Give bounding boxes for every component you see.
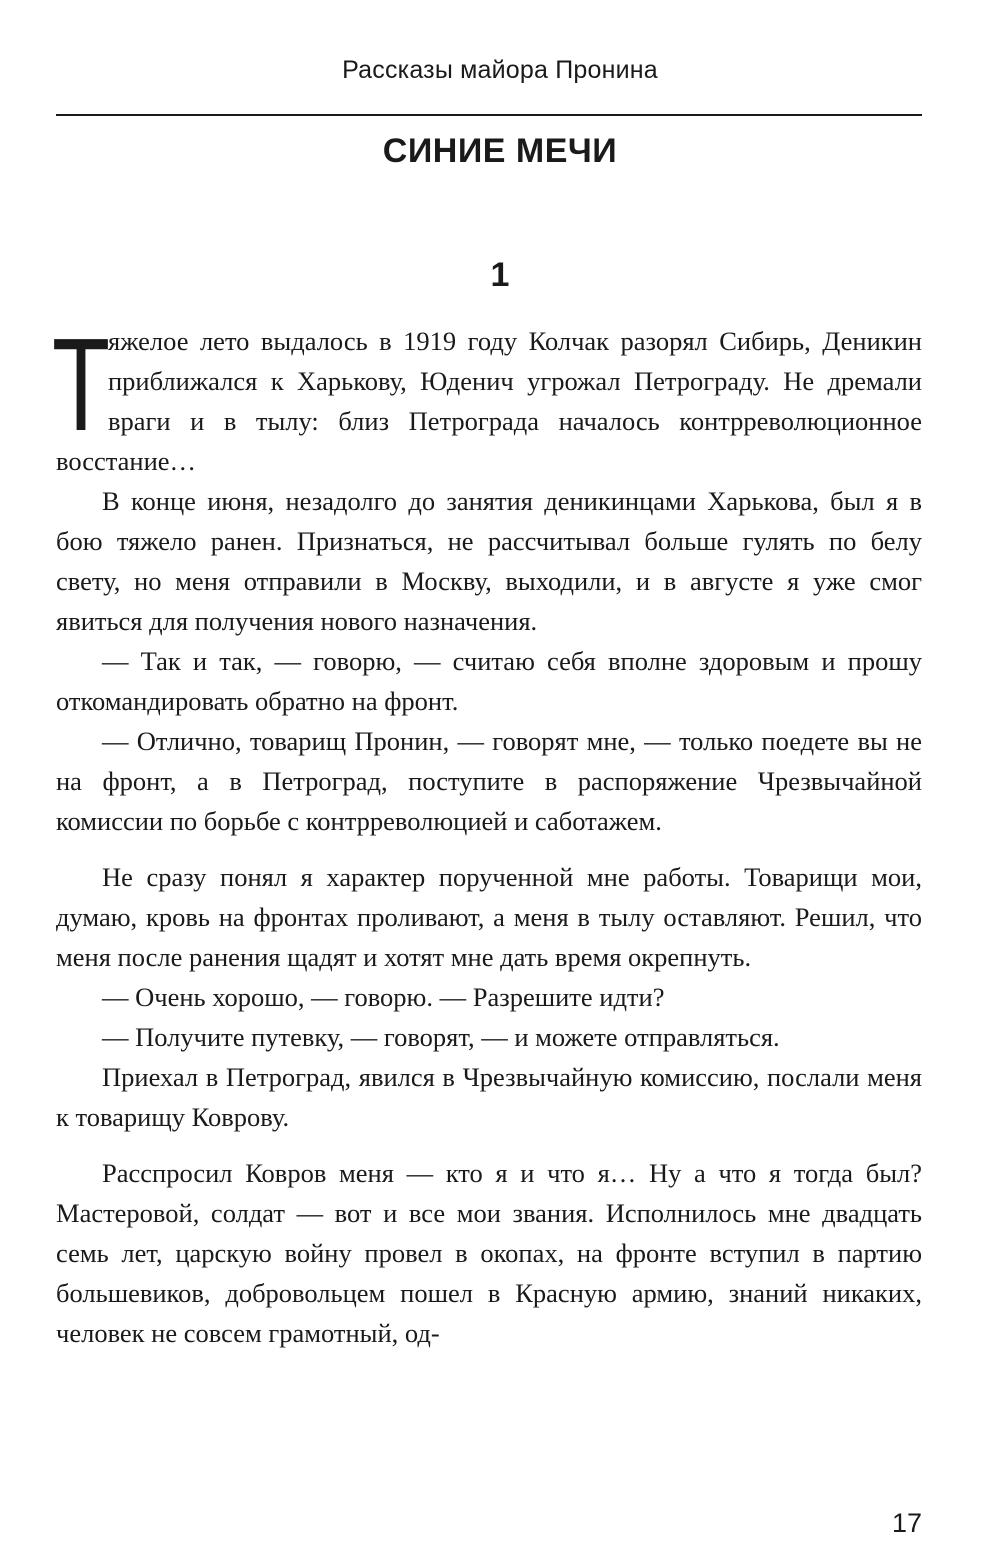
paragraph [52, 311, 922, 481]
paragraph: — Получите путевку, — говорят, — и можете отправляться. [102, 1022, 780, 1052]
running-head-title: Рассказы майора Пронина [342, 56, 658, 84]
drop-cap: Т [52, 311, 111, 458]
body-text [52, 311, 922, 1353]
story-title: СИНИЕ МЕЧИ [382, 132, 618, 170]
paragraph-text: яжелое лето выдалось в 1919 году Колчак разорял Сибирь, Деникин приближался к Харькову, Юденич угрожал Петрограду. Не дремали враги и в тылу: близ Петрограда началось контрреволюционное восстание… [56, 326, 922, 476]
chapter-number: 1 [490, 256, 510, 294]
paragraph: Не сразу понял я характер порученной мне работы. Товарищи мои, думаю, кровь на фронтах проливают, а меня в тылу оставляют. Решил, что меня после ранения щадят и хотят мне дать время окрепнуть. [56, 862, 922, 972]
paragraph: — Очень хорошо, — говорю. — Разрешите идти? [102, 982, 665, 1012]
paragraph: Приехал в Петроград, явился в Чрезвычайную комиссию, послали меня к товарищу Коврову. [56, 1062, 922, 1132]
paragraph: — Отлично, товарищ Пронин, — говорят мне, — только поедете вы не на фронт, а в Петроград, поступите в распоряжение Чрезвычайной комиссии по борьбе с контрреволюцией и саботажем. [56, 726, 922, 836]
paragraph: Расспросил Ковров меня — кто я и что я… Ну а что я тогда был? Мастеровой, солдат — вот и все мои звания. Исполнилось мне двадцать семь лет, царскую войну провел в окопах, на фронте вступил в партию большевиков, добровольцем пошел в Красную армию, знаний никаких, человек не совсем грамотный, од- [56, 1158, 922, 1348]
paragraph: — Так и так, — говорю, — считаю себя вполне здоровым и прошу откомандировать обратно на фронт. [56, 646, 922, 716]
paragraph: В конце июня, незадолго до занятия деникинцами Харькова, был я в бою тяжело ранен. Признаться, не рассчитывал больше гулять по белу свету, но меня отправили в Москву, выходили, и в августе я уже смог явиться для получения нового назначения. [56, 486, 922, 636]
page-number: 17 [891, 1508, 922, 1538]
header-divider [56, 114, 922, 116]
